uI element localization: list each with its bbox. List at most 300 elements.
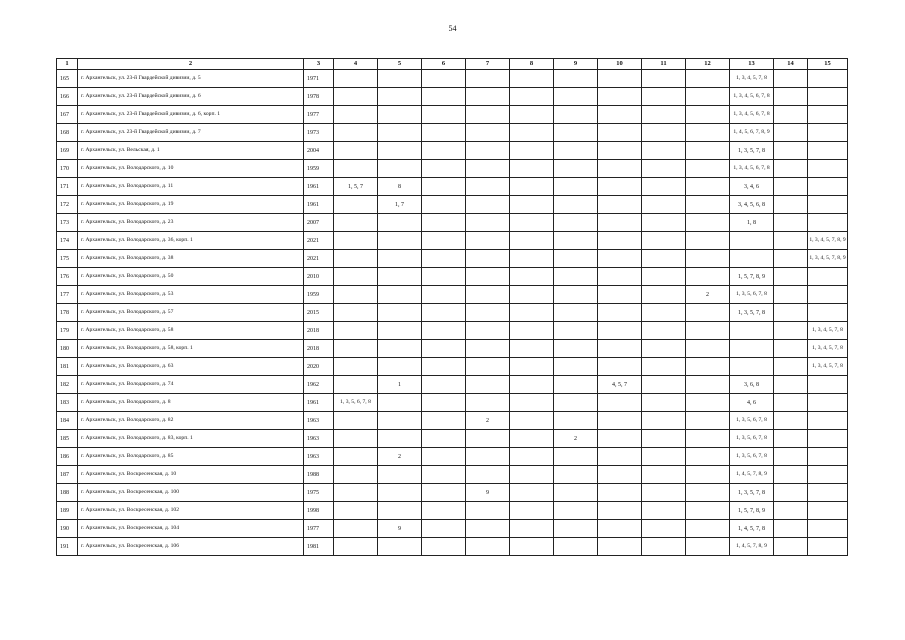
table-cell [808, 268, 848, 286]
table-cell [774, 124, 808, 142]
table-cell [422, 178, 466, 196]
table-cell: 189 [57, 502, 78, 520]
table-cell: 3, 4, 5, 6, 8 [730, 196, 774, 214]
table-cell: 190 [57, 520, 78, 538]
table-cell: 3, 6, 8 [730, 376, 774, 394]
table-cell [554, 358, 598, 376]
table-cell [554, 214, 598, 232]
table-cell [774, 538, 808, 556]
table-cell [466, 502, 510, 520]
table-cell: 2 [686, 286, 730, 304]
table-cell: 2007 [304, 214, 334, 232]
table-row [57, 484, 848, 502]
table-cell [510, 340, 554, 358]
table-cell: 181 [57, 358, 78, 376]
table-cell [422, 250, 466, 268]
table-cell: г. Архангельск, ул. Воскресенская, д. 102 [78, 502, 304, 520]
table-cell [334, 502, 378, 520]
table-cell [598, 448, 642, 466]
table-cell: 1998 [304, 502, 334, 520]
table-cell: 1 [378, 376, 422, 394]
table-cell [642, 214, 686, 232]
table-cell [808, 214, 848, 232]
table-cell [686, 502, 730, 520]
table-cell [686, 214, 730, 232]
table-cell [422, 340, 466, 358]
table-cell: 1, 3, 5, 7, 8 [730, 304, 774, 322]
table-cell [774, 286, 808, 304]
table-cell: 184 [57, 412, 78, 430]
table-cell [774, 88, 808, 106]
table-cell [686, 142, 730, 160]
table-cell [510, 160, 554, 178]
table-cell: 1, 4, 5, 7, 8, 9 [730, 538, 774, 556]
table-cell [466, 214, 510, 232]
table-cell [466, 538, 510, 556]
table-cell: 168 [57, 124, 78, 142]
table-cell [730, 250, 774, 268]
table-cell: г. Архангельск, ул. Володарского, д. 83, корп. 1 [78, 430, 304, 448]
table-cell [422, 394, 466, 412]
table-cell [334, 376, 378, 394]
table-cell: 1959 [304, 160, 334, 178]
table-cell [642, 394, 686, 412]
table-cell [554, 178, 598, 196]
table-cell [422, 268, 466, 286]
table-cell: 166 [57, 88, 78, 106]
table-cell: 191 [57, 538, 78, 556]
table-cell: 1, 3, 4, 5, 6, 7, 8 [730, 106, 774, 124]
table-cell: 187 [57, 466, 78, 484]
table-cell [510, 232, 554, 250]
table-cell: 176 [57, 268, 78, 286]
table-cell [422, 286, 466, 304]
column-header-2: 2 [78, 59, 304, 70]
table-cell: 2 [466, 412, 510, 430]
table-cell [510, 124, 554, 142]
table-cell [774, 376, 808, 394]
table-cell: г. Архангельск, ул. Воскресенская, д. 104 [78, 520, 304, 538]
page-number: 54 [448, 24, 457, 33]
table-cell: 1963 [304, 412, 334, 430]
table-cell: 1, 3, 4, 5, 6, 7, 8 [730, 88, 774, 106]
table-cell [378, 358, 422, 376]
table-cell [378, 340, 422, 358]
table-cell [334, 322, 378, 340]
table-cell: 174 [57, 232, 78, 250]
table-cell: 2010 [304, 268, 334, 286]
table-cell [510, 70, 554, 88]
table-cell [466, 106, 510, 124]
table-cell [808, 142, 848, 160]
column-header-10: 10 [598, 59, 642, 70]
table-cell [808, 160, 848, 178]
table-cell [422, 430, 466, 448]
column-header-13: 13 [730, 59, 774, 70]
table-cell: 2015 [304, 304, 334, 322]
table-cell [554, 232, 598, 250]
table-cell [686, 538, 730, 556]
table-cell: г. Архангельск, ул. Володарского, д. 23 [78, 214, 304, 232]
table-cell: 1, 4, 5, 7, 8 [730, 520, 774, 538]
table-cell [808, 448, 848, 466]
table-cell [466, 160, 510, 178]
table-cell [378, 160, 422, 178]
table-cell: 9 [378, 520, 422, 538]
table-cell [808, 466, 848, 484]
table-cell [642, 268, 686, 286]
table-cell [510, 286, 554, 304]
table-cell: г. Архангельск, ул. Володарского, д. 82 [78, 412, 304, 430]
table-cell: 4, 5, 7 [598, 376, 642, 394]
table-cell: 1961 [304, 196, 334, 214]
table-cell [808, 376, 848, 394]
table-cell [598, 178, 642, 196]
table-cell: 2021 [304, 232, 334, 250]
table-cell [554, 106, 598, 124]
table-cell [642, 484, 686, 502]
table-cell: 1963 [304, 430, 334, 448]
table-cell: 1, 3, 4, 5, 7, 8 [730, 70, 774, 88]
table-cell [510, 304, 554, 322]
table-cell: г. Архангельск, ул. 23-й Гвардейской дивизии, д. 7 [78, 124, 304, 142]
table-cell [334, 466, 378, 484]
table-cell [510, 358, 554, 376]
table-cell [466, 376, 510, 394]
table-cell [808, 70, 848, 88]
table-cell [422, 142, 466, 160]
table-cell [422, 70, 466, 88]
table-cell [642, 106, 686, 124]
table-cell [598, 466, 642, 484]
table-cell [642, 286, 686, 304]
table-cell: г. Архангельск, ул. Володарского, д. 85 [78, 448, 304, 466]
table-cell [378, 304, 422, 322]
table-cell [422, 358, 466, 376]
table-cell: 171 [57, 178, 78, 196]
table-cell [466, 268, 510, 286]
table-cell: 4, 6 [730, 394, 774, 412]
table-cell [642, 322, 686, 340]
table-cell [510, 538, 554, 556]
table-cell [466, 520, 510, 538]
table-cell: 1, 3, 5, 6, 7, 8 [334, 394, 378, 412]
table-cell [378, 502, 422, 520]
table-cell [730, 340, 774, 358]
table-row [57, 124, 848, 142]
table-cell [422, 538, 466, 556]
table-cell: 1977 [304, 106, 334, 124]
table-cell [774, 412, 808, 430]
table-cell [466, 286, 510, 304]
table-cell [554, 520, 598, 538]
table-cell [598, 502, 642, 520]
table-cell [686, 124, 730, 142]
table-cell [642, 538, 686, 556]
table-row [57, 160, 848, 178]
table-cell [422, 196, 466, 214]
table-cell [642, 160, 686, 178]
table-cell [466, 304, 510, 322]
table-cell [686, 304, 730, 322]
table-cell [774, 466, 808, 484]
table-cell [598, 250, 642, 268]
table-cell [466, 88, 510, 106]
table-cell [642, 466, 686, 484]
table-cell: 180 [57, 340, 78, 358]
table-cell [598, 196, 642, 214]
table-cell [554, 70, 598, 88]
table-cell: 1, 5, 7, 8, 9 [730, 268, 774, 286]
table-cell: 2004 [304, 142, 334, 160]
table-cell [510, 466, 554, 484]
table-cell [378, 430, 422, 448]
table-cell [598, 322, 642, 340]
table-row [57, 286, 848, 304]
table-cell [774, 70, 808, 88]
table-cell: г. Архангельск, ул. Вельская, д. 1 [78, 142, 304, 160]
table-cell [730, 322, 774, 340]
table-cell [598, 70, 642, 88]
table-cell [774, 106, 808, 124]
table-row [57, 430, 848, 448]
table-cell [422, 412, 466, 430]
table-cell [686, 394, 730, 412]
table-cell [774, 520, 808, 538]
table-cell [466, 196, 510, 214]
table-row [57, 250, 848, 268]
table-cell [378, 232, 422, 250]
table-cell [334, 538, 378, 556]
table-cell: 1971 [304, 70, 334, 88]
table-cell [808, 502, 848, 520]
table-cell: 9 [466, 484, 510, 502]
table-cell [686, 160, 730, 178]
table-cell [808, 412, 848, 430]
table-cell [422, 376, 466, 394]
table-cell [808, 196, 848, 214]
table-cell: г. Архангельск, ул. Володарского, д. 10 [78, 160, 304, 178]
table-cell [686, 196, 730, 214]
table-cell [334, 196, 378, 214]
table-cell [510, 430, 554, 448]
table-cell [808, 538, 848, 556]
table-cell [466, 466, 510, 484]
table-cell: 2018 [304, 322, 334, 340]
table-cell [510, 142, 554, 160]
table-cell: 1, 3, 4, 5, 7, 8 [808, 322, 848, 340]
table-body [57, 70, 848, 556]
table-cell [334, 70, 378, 88]
table-cell [334, 484, 378, 502]
table-cell [510, 520, 554, 538]
table-cell [510, 376, 554, 394]
table-cell [686, 232, 730, 250]
table-cell: г. Архангельск, ул. Володарского, д. 58 [78, 322, 304, 340]
table-cell [598, 358, 642, 376]
table-cell [598, 124, 642, 142]
table-cell [598, 394, 642, 412]
table-cell [334, 142, 378, 160]
table-cell [774, 340, 808, 358]
table-cell [378, 142, 422, 160]
table-cell [334, 250, 378, 268]
table-cell [510, 106, 554, 124]
table-cell [774, 394, 808, 412]
table-cell [422, 520, 466, 538]
table-row [57, 358, 848, 376]
table-cell: 1, 4, 5, 7, 8, 9 [730, 466, 774, 484]
table-cell: г. Архангельск, ул. Володарского, д. 36, корп. 1 [78, 232, 304, 250]
table-cell [686, 376, 730, 394]
table-row [57, 304, 848, 322]
column-header-15: 15 [808, 59, 848, 70]
table-cell: 1, 4, 5, 6, 7, 8, 9 [730, 124, 774, 142]
table-cell: г. Архангельск, ул. Володарского, д. 50 [78, 268, 304, 286]
table-cell: 1, 3, 4, 5, 7, 8 [808, 358, 848, 376]
table-cell [378, 214, 422, 232]
table-row [57, 520, 848, 538]
table-cell [808, 178, 848, 196]
table-cell [466, 448, 510, 466]
table-cell [422, 466, 466, 484]
table-cell [334, 430, 378, 448]
table-cell [378, 124, 422, 142]
table-cell: 1961 [304, 394, 334, 412]
table-row [57, 268, 848, 286]
table-row [57, 448, 848, 466]
table-cell [774, 160, 808, 178]
table-cell [598, 340, 642, 358]
table-cell [334, 304, 378, 322]
table-cell: 182 [57, 376, 78, 394]
table-cell: 1977 [304, 520, 334, 538]
column-header-9: 9 [554, 59, 598, 70]
table-cell: 1, 3, 5, 6, 7, 8 [730, 286, 774, 304]
table-cell [378, 322, 422, 340]
table-cell [334, 124, 378, 142]
table-cell: г. Архангельск, ул. Володарского, д. 11 [78, 178, 304, 196]
column-header-12: 12 [686, 59, 730, 70]
table-cell [598, 538, 642, 556]
table-cell [510, 412, 554, 430]
table-cell: 188 [57, 484, 78, 502]
table-cell [808, 484, 848, 502]
table-cell: 1988 [304, 466, 334, 484]
table-cell [422, 484, 466, 502]
table-cell [554, 466, 598, 484]
table-cell [774, 214, 808, 232]
table-cell [466, 340, 510, 358]
table-cell [466, 394, 510, 412]
table-cell [554, 502, 598, 520]
table-cell [642, 304, 686, 322]
table-cell: 175 [57, 250, 78, 268]
table-cell [378, 88, 422, 106]
table-cell [378, 286, 422, 304]
table-cell: 172 [57, 196, 78, 214]
table-cell: 170 [57, 160, 78, 178]
table-cell [554, 304, 598, 322]
table-row [57, 88, 848, 106]
table-cell [466, 178, 510, 196]
table-cell: 178 [57, 304, 78, 322]
table-cell: г. Архангельск, ул. Воскресенская, д. 106 [78, 538, 304, 556]
table-cell [378, 394, 422, 412]
table-cell [510, 88, 554, 106]
table-cell [598, 286, 642, 304]
table-cell [774, 484, 808, 502]
table-cell [422, 124, 466, 142]
table-cell [554, 124, 598, 142]
table-cell [554, 250, 598, 268]
table-cell: 1973 [304, 124, 334, 142]
table-cell [730, 232, 774, 250]
table-cell [808, 88, 848, 106]
table-cell [686, 106, 730, 124]
table-cell [686, 88, 730, 106]
table-cell [554, 538, 598, 556]
table-cell [378, 106, 422, 124]
table-cell [510, 502, 554, 520]
table-cell [554, 340, 598, 358]
table-cell: 1, 7 [378, 196, 422, 214]
table-cell: г. Архангельск, ул. Володарского, д. 53 [78, 286, 304, 304]
table-cell [774, 304, 808, 322]
table-cell: г. Архангельск, ул. Володарского, д. 19 [78, 196, 304, 214]
table-cell: 177 [57, 286, 78, 304]
table-cell [774, 322, 808, 340]
table-cell: 8 [378, 178, 422, 196]
table-cell [642, 376, 686, 394]
column-header-1: 1 [57, 59, 78, 70]
table-cell: г. Архангельск, ул. Воскресенская, д. 100 [78, 484, 304, 502]
table-cell [686, 70, 730, 88]
table-cell [642, 250, 686, 268]
table-cell [378, 70, 422, 88]
table-cell [466, 142, 510, 160]
table-cell: 179 [57, 322, 78, 340]
table-row [57, 322, 848, 340]
table-cell [808, 430, 848, 448]
table-cell [642, 88, 686, 106]
table-cell [554, 412, 598, 430]
table-cell: 186 [57, 448, 78, 466]
table-row [57, 232, 848, 250]
table-cell: 165 [57, 70, 78, 88]
header-row [57, 59, 848, 70]
table-cell [642, 430, 686, 448]
table-cell [598, 268, 642, 286]
table-cell [642, 412, 686, 430]
table-cell [334, 286, 378, 304]
table-cell [510, 322, 554, 340]
table-cell: 1, 3, 5, 6, 7, 8 [730, 448, 774, 466]
table-cell: г. Архангельск, ул. Володарского, д. 57 [78, 304, 304, 322]
table-cell [686, 466, 730, 484]
table-cell [554, 322, 598, 340]
table-cell: 1, 3, 5, 7, 8 [730, 142, 774, 160]
table-cell [554, 160, 598, 178]
table-cell: 1, 3, 4, 5, 6, 7, 8 [730, 160, 774, 178]
table-cell: 1962 [304, 376, 334, 394]
column-header-6: 6 [422, 59, 466, 70]
table-cell [378, 466, 422, 484]
table-cell [642, 142, 686, 160]
table-cell [554, 286, 598, 304]
table-cell [422, 502, 466, 520]
table-cell [422, 160, 466, 178]
